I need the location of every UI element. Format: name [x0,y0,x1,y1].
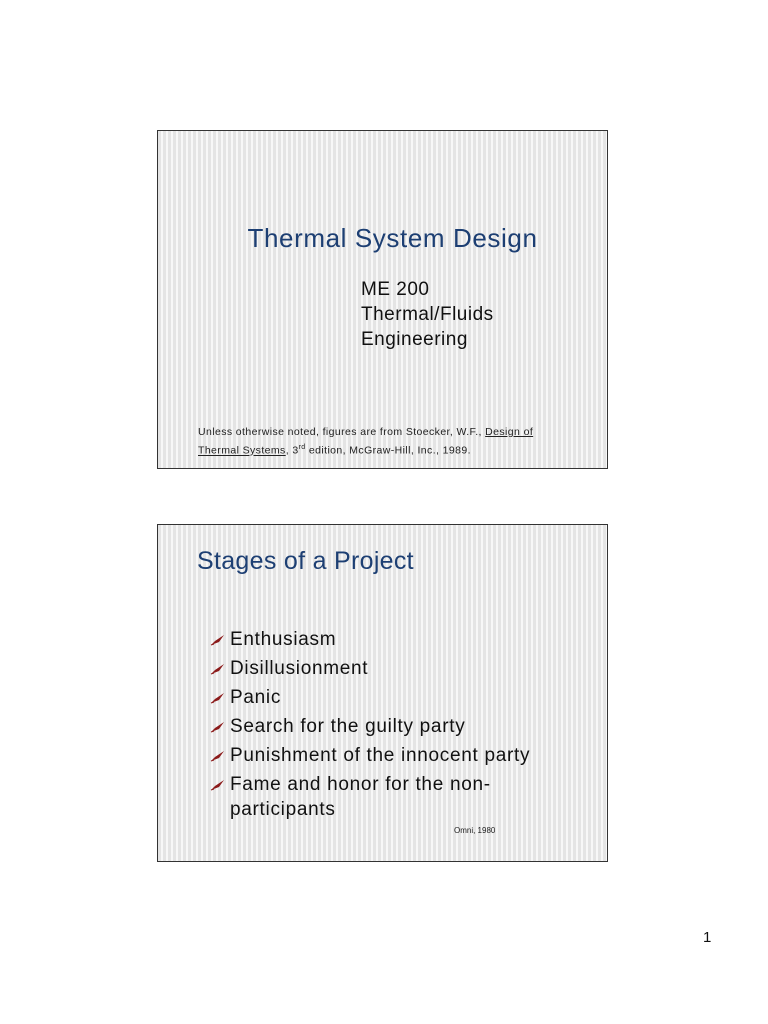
subtitle-line: ME 200 [361,279,430,300]
quill-pen-icon [210,692,226,704]
list-item [210,712,590,741]
book-title-part2: Thermal Systems [198,444,286,457]
list-item [210,625,590,654]
list-item [210,654,590,683]
list-item-text: Disillusionment [230,658,369,679]
quill-pen-icon [210,750,226,762]
note-suffix: edition, McGraw-Hill, Inc., 1989. [305,444,471,457]
subtitle-line: Thermal/Fluids [361,304,494,325]
slide-title: Thermal System Design [247,223,538,253]
list-item-continuation: participants [230,799,336,820]
note-superscript: rd [298,444,306,451]
list-item [210,770,590,823]
quill-pen-icon [210,663,226,675]
book-title-part1: Design of [485,426,534,438]
page-number: 1 [703,929,712,946]
quill-pen-icon [210,634,226,646]
note-prefix: Unless otherwise noted, figures are from Stoecker, W.F., [198,426,486,438]
quill-pen-icon [210,721,226,733]
bullet-list [210,625,590,823]
list-item [210,683,590,712]
slide-1 [157,130,608,469]
note-after-title: , 3 [285,444,299,457]
slide-2 [157,524,608,862]
slide-title: Stages of a Project [197,547,414,575]
subtitle-line: Engineering [361,329,468,350]
list-item-text: Search for the guilty party [230,716,466,737]
slide-subtitle [361,277,494,352]
list-item-text: Enthusiasm [230,629,337,650]
quill-pen-icon [210,779,226,791]
list-item-text: Panic [230,687,282,708]
list-item-text: Fame and honor for the non- [230,774,491,795]
list-item [210,741,590,770]
list-item-text: Punishment of the innocent party [230,745,531,766]
source-note [198,425,598,459]
citation: Omni, 1980 [454,826,496,835]
